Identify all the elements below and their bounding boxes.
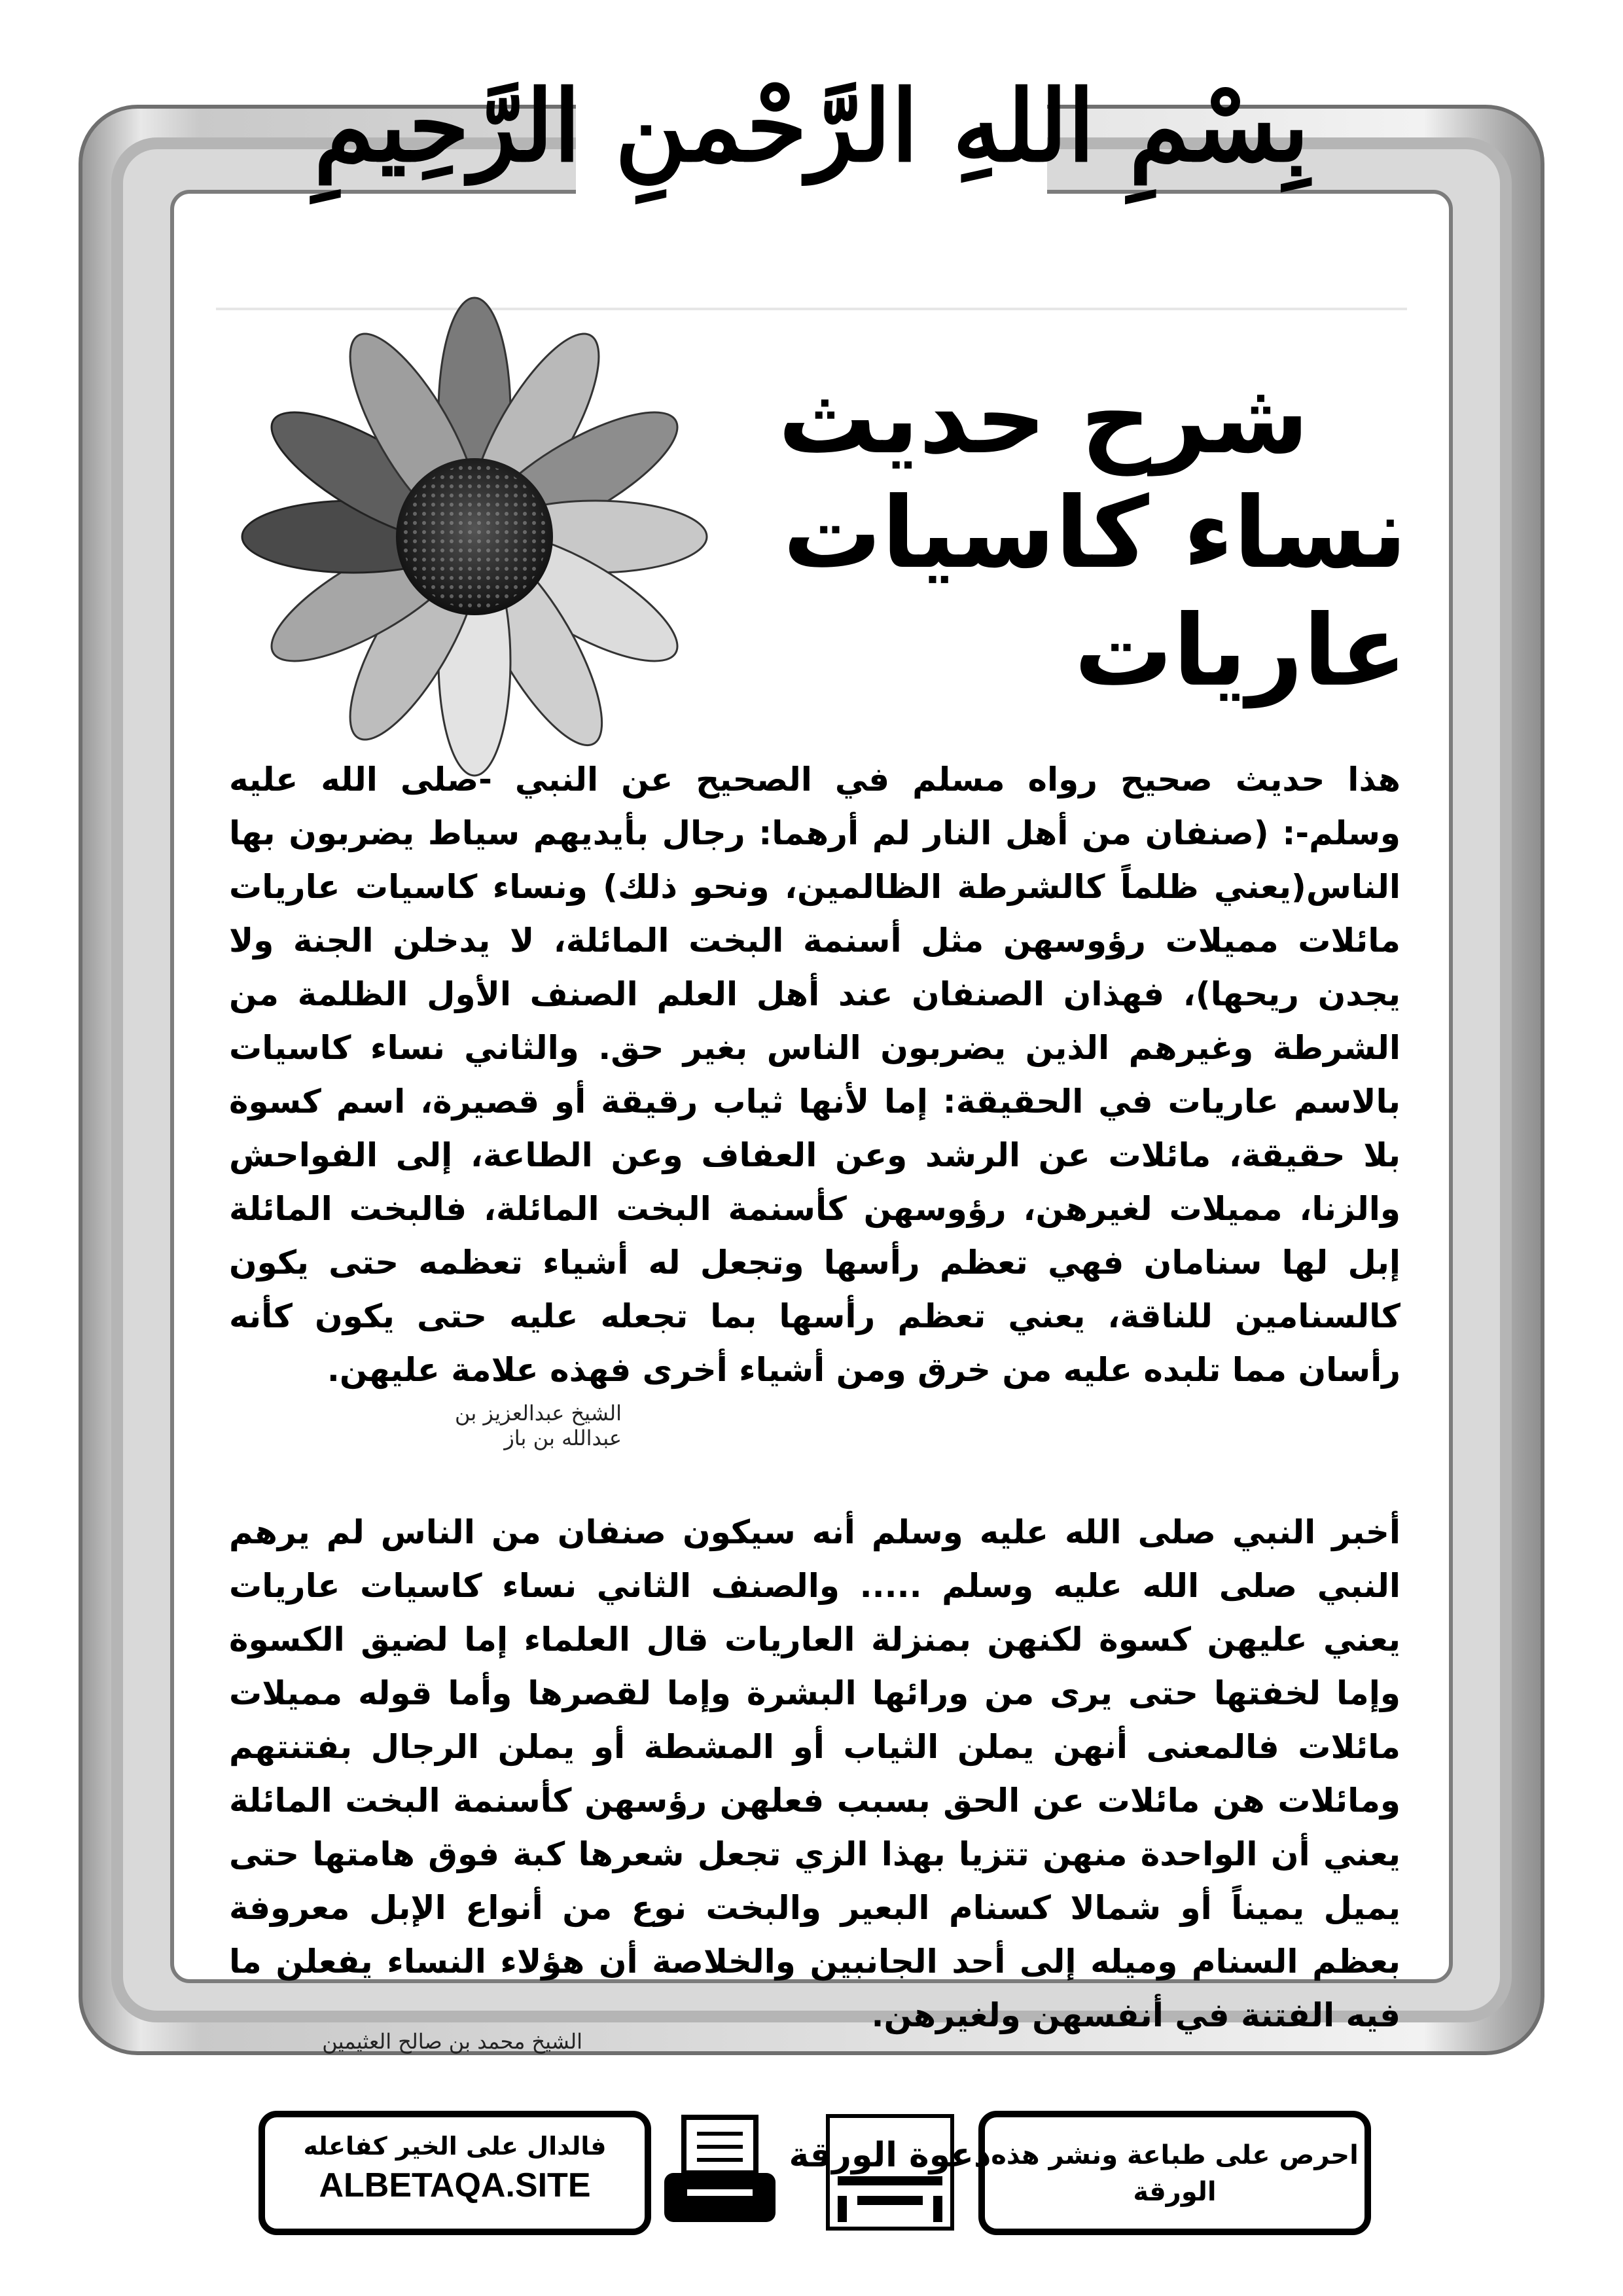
basmala-text: بِسْمِ اللهِ الرَّحْمنِ الرَّحِيمِ: [313, 69, 1310, 184]
footer-website-box: [259, 2111, 651, 2235]
footer-bar: [259, 2111, 1371, 2242]
explanation-paragraph-1: هذا حديث صحيح رواه مسلم في الصحيح عن النبي -صلى الله عليه وسلم-: (صنفان من أهل النار لم أرهما: رجال بأيديهم سياط يضربون بها الناس(يعني ظلماً كالشرطة الظالمين، ونحو ذلك) ونساء كاسيات عاريات مائلات مميلات رؤوسهن مثل أسنمة البخت المائلة، لا يدخلن الجنة ولا يجدن ريحها)، فهذان الصنفان عند أهل العلم الصنف الأول الظلمة من الشرطة وغيرهم الذين يضربون الناس بغير حق. والثاني نساء كاسيات بالاسم عاريات في الحقيقة: إما لأنها ثياب رقيقة أو قصيرة، اسم كسوة بلا حقيقة، مائلات عن الرشد وعن العفاف وعن الطاعة، إلى الفواحش والزنا، مميلات لغيرهن، رؤوسهن كأسنمة البخت المائلة، فالبخت المائلة إبل لها سنامان فهي تعظم رأسها وتجعل له أشياء تعظمه حتى يكون كالسنامين للناقة، يعني تعظم رأسها بما تجعله عليه حتى يكون كأنه رأسان مما تلبده عليه من خرق ومن أشياء أخرى فهذه علامة عليهن.: [229, 761, 1400, 1389]
footer-website: ALBETAQA.SITE: [319, 2166, 591, 2204]
footer-logo-area: [658, 2111, 991, 2235]
printer-icon: [664, 2117, 776, 2222]
page-title: [622, 363, 1407, 710]
footer-slogan: فالدال على الخير كفاعله: [303, 2132, 607, 2161]
print-reminder-text: احرص على طباعة ونشر هذه الورقة: [991, 2140, 1359, 2207]
dawat-alwaraqa-logo: [789, 2116, 991, 2229]
title-line-1: شرح حديث: [777, 362, 1309, 476]
source-attribution-2: الشيخ محمد بن صالح العثيمين: [322, 2029, 582, 2054]
logo-text: دعوة الورقة: [789, 2136, 991, 2175]
footer-print-reminder: [978, 2111, 1371, 2235]
source-attribution-1: الشيخ عبدالعزيز بن عبدالله بن باز: [455, 1401, 622, 1450]
explanation-paragraph-2: أخبر النبي صلى الله عليه وسلم أنه سيكون صنفان من الناس لم يرهم النبي صلى الله عليه وسلم ..... والصنف الثاني نساء كاسيات عاريات يعني عليهن كسوة لكنهن بمنزلة العاريات قال العلماء إما لضيق الكسوة وإما لخفتها حتى يرى من ورائها البشرة وإما لقصرها وأما قوله مميلات مائلات فالمعنى أنهن يملن الثياب أو المشطة أو يملن الرجال بفتنتهم ومائلات هن مائلات عن الحق بسبب فعلهن رؤسهن كأسنمة البخت المائلة يعني أن الواحدة منهن تتزيا بهذا الزي تجعل شعرها كبة فوق هامتها حتى يميل يميناً أو شمالا كسنام البعير والبخت نوع من أنواع الإبل معروفة بعظم السنام وميله إلى أحد الجانبين والخلاصة أن هؤلاء النساء يفعلن ما فيه الفتنة في أنفسهن ولغيرهن.: [229, 1513, 1400, 2034]
basmala-calligraphy: [313, 39, 1310, 203]
title-line-2: نساء كاسيات عاريات: [783, 476, 1407, 708]
